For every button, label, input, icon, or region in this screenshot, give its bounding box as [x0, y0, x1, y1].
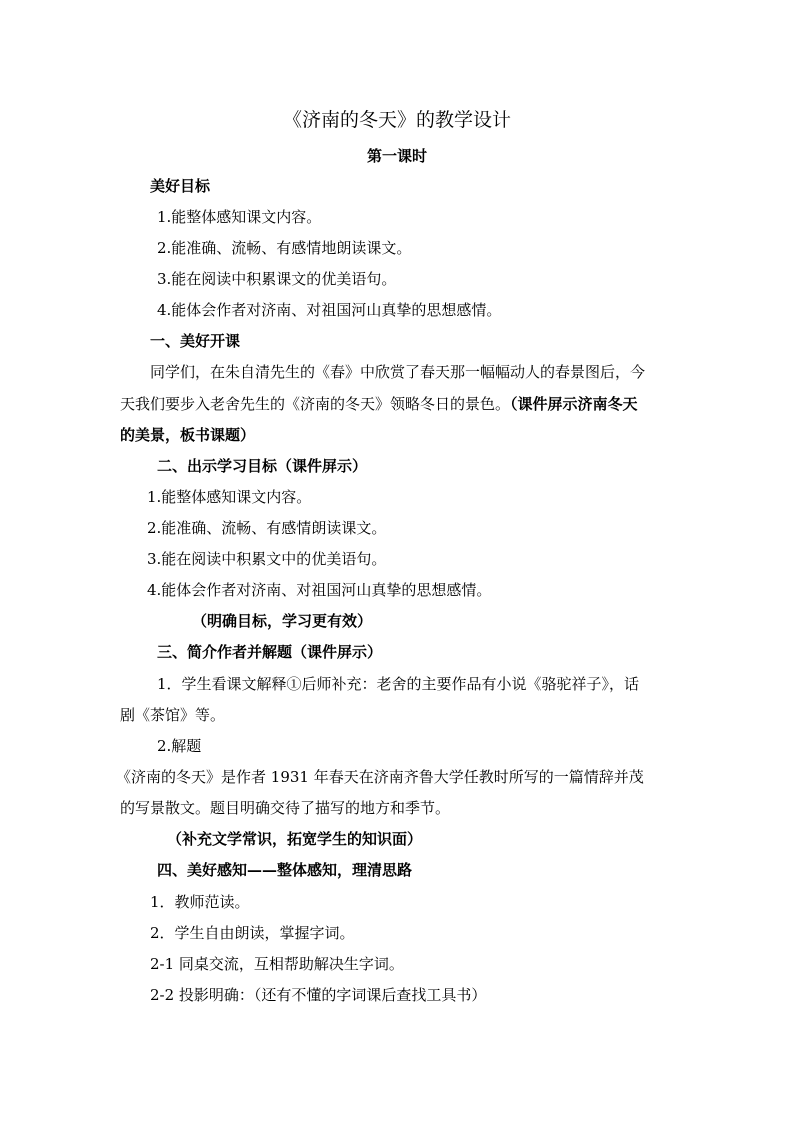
paragraph-line: 剧《茶馆》等。 [120, 706, 226, 724]
list-item: 1．教师范读。 [150, 893, 250, 911]
goal-item: 3.能在阅读中积累课文的优美语句。 [157, 270, 397, 288]
goal-item: 2.能准确、流畅、有感情地朗读课文。 [157, 239, 412, 257]
section-note: （明确目标，学习更有效） [192, 612, 373, 630]
section-note: （补充文学常识，拓宽学生的知识面） [167, 830, 423, 848]
list-item: 2．学生自由朗读，掌握字词。 [150, 924, 355, 942]
goal-item: 4.能体会作者对济南、对祖国河山真挚的思想感情。 [157, 301, 502, 319]
paragraph-line: 的写景散文。题目明确交待了描写的地方和季节。 [120, 799, 451, 817]
list-item: 2-2 投影明确：（还有不懂的字词课后查找工具书） [150, 986, 487, 1004]
paragraph-text: 天我们要步入老舍先生的《济南的冬天》领略冬日的景色。 [120, 395, 511, 413]
goal-item: 4.能体会作者对济南、对祖国河山真挚的思想感情。 [147, 581, 492, 599]
paragraph-line: 2.解题 [157, 737, 202, 755]
goal-item: 1.能整体感知课文内容。 [157, 208, 322, 226]
paragraph-note: （课件屏示济南冬天 [510, 395, 638, 413]
section-heading-2: 二、出示学习目标（课件屏示） [157, 457, 368, 475]
section-heading-3: 三、简介作者并解题（课件屏示） [157, 643, 383, 661]
paragraph-line: 《济南的冬天》是作者 1931 年春天在济南齐鲁大学任教时所写的一篇情辞并茂 [116, 768, 644, 786]
goal-item: 3.能在阅读中积累文中的优美语句。 [147, 550, 387, 568]
lesson-label: 第一课时 [366, 147, 427, 165]
section-heading-1: 一、美好开课 [150, 332, 241, 350]
goal-item: 1.能整体感知课文内容。 [147, 488, 312, 506]
goals-heading: 美好目标 [150, 177, 211, 195]
document-title: 《济南的冬天》的教学设计 [282, 109, 511, 131]
goal-item: 2.能准确、流畅、有感情朗读课文。 [147, 519, 387, 537]
paragraph-line: 1．学生看课文解释①后师补充：老舍的主要作品有小说《骆驼祥子》，话 [157, 675, 640, 693]
paragraph-note: 的美景，板书课题） [120, 426, 256, 444]
paragraph-line: 同学们，在朱自清先生的《春》中欣赏了春天那一幅幅动人的春景图后，今 [150, 363, 646, 381]
section-heading-4: 四、美好感知——整体感知，理清思路 [157, 861, 413, 879]
list-item: 2-1 同桌交流，互相帮助解决生字词。 [150, 955, 404, 973]
paragraph-line [120, 394, 638, 414]
